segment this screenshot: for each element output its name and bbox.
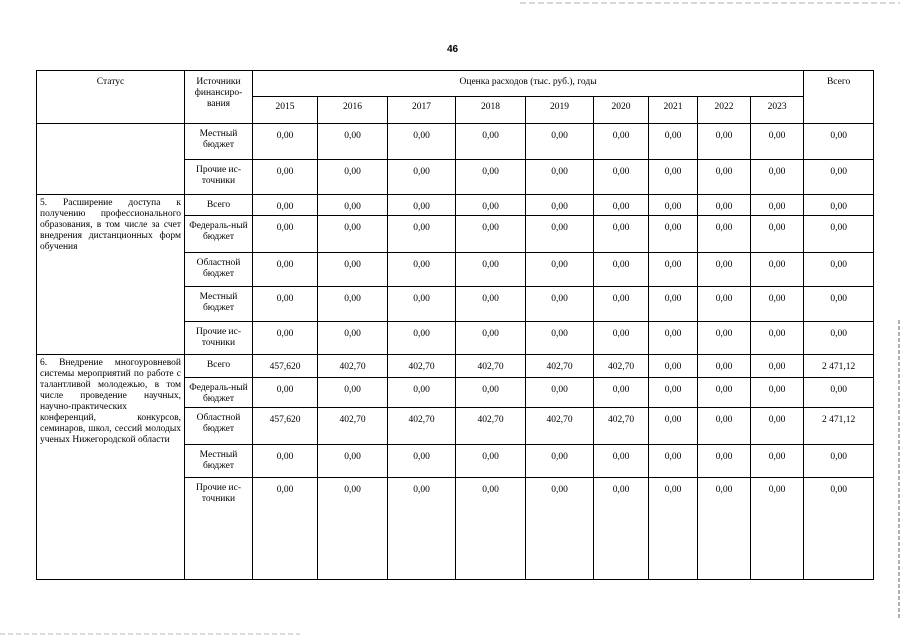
value-cell: 402,70	[456, 408, 526, 445]
value-cell: 457,620	[253, 355, 318, 378]
year-header: 2022	[698, 97, 751, 124]
value-cell: 0,00	[253, 287, 318, 322]
total-cell: 0,00	[804, 195, 874, 216]
value-cell: 0,00	[751, 124, 804, 160]
value-cell: 0,00	[526, 195, 594, 216]
value-cell: 0,00	[751, 287, 804, 322]
value-cell: 0,00	[526, 253, 594, 287]
status-cell	[37, 124, 185, 195]
value-cell: 0,00	[594, 216, 649, 253]
page-number: 46	[446, 44, 459, 55]
value-cell: 0,00	[318, 445, 388, 478]
year-header: 2018	[456, 97, 526, 124]
source-cell: Федераль-ный бюджет	[185, 216, 253, 253]
value-cell: 0,00	[388, 124, 456, 160]
value-cell: 0,00	[318, 195, 388, 216]
value-cell: 0,00	[388, 216, 456, 253]
value-cell: 0,00	[649, 160, 698, 195]
value-cell: 0,00	[698, 378, 751, 408]
value-cell: 0,00	[526, 160, 594, 195]
header-sources: Источники финансиро-вания	[185, 71, 253, 124]
value-cell: 0,00	[253, 378, 318, 408]
value-cell: 0,00	[456, 124, 526, 160]
source-cell: Областной бюджет	[185, 408, 253, 445]
value-cell: 0,00	[594, 322, 649, 355]
value-cell: 0,00	[388, 478, 456, 580]
total-cell: 0,00	[804, 124, 874, 160]
total-cell: 0,00	[804, 160, 874, 195]
value-cell: 0,00	[698, 216, 751, 253]
year-header: 2019	[526, 97, 594, 124]
value-cell: 0,00	[253, 216, 318, 253]
value-cell: 0,00	[751, 478, 804, 580]
value-cell: 0,00	[698, 287, 751, 322]
source-cell: Областной бюджет	[185, 253, 253, 287]
total-cell: 2 471,12	[804, 355, 874, 378]
value-cell: 457,620	[253, 408, 318, 445]
value-cell: 0,00	[649, 478, 698, 580]
value-cell: 402,70	[594, 355, 649, 378]
value-cell: 0,00	[253, 478, 318, 580]
value-cell: 402,70	[456, 355, 526, 378]
value-cell: 0,00	[388, 253, 456, 287]
value-cell: 0,00	[594, 253, 649, 287]
value-cell: 0,00	[751, 408, 804, 445]
value-cell: 0,00	[253, 160, 318, 195]
value-cell: 0,00	[698, 355, 751, 378]
value-cell: 0,00	[526, 445, 594, 478]
table-row	[37, 355, 874, 378]
value-cell: 0,00	[253, 253, 318, 287]
header-row	[37, 71, 874, 97]
source-cell: Федераль-ный бюджет	[185, 378, 253, 408]
value-cell: 0,00	[751, 378, 804, 408]
status-cell: 5. Расширение доступа к получению профессионального образования, в том числе за счет внедрения дистанционных форм обучения	[37, 195, 185, 355]
value-cell: 0,00	[649, 445, 698, 478]
source-cell: Прочие ис-точники	[185, 160, 253, 195]
value-cell: 0,00	[388, 378, 456, 408]
value-cell: 0,00	[594, 287, 649, 322]
value-cell: 0,00	[456, 216, 526, 253]
value-cell: 0,00	[456, 378, 526, 408]
value-cell: 0,00	[456, 195, 526, 216]
value-cell: 0,00	[594, 445, 649, 478]
value-cell: 0,00	[526, 322, 594, 355]
value-cell: 0,00	[253, 445, 318, 478]
value-cell: 0,00	[388, 287, 456, 322]
value-cell: 402,70	[388, 408, 456, 445]
value-cell: 0,00	[318, 478, 388, 580]
value-cell: 0,00	[649, 378, 698, 408]
scan-artifact-bottom	[0, 633, 300, 635]
value-cell: 0,00	[698, 195, 751, 216]
value-cell: 0,00	[698, 322, 751, 355]
source-cell: Всего	[185, 355, 253, 378]
year-header: 2015	[253, 97, 318, 124]
year-header: 2017	[388, 97, 456, 124]
year-header: 2023	[751, 97, 804, 124]
value-cell: 0,00	[751, 322, 804, 355]
value-cell: 0,00	[649, 287, 698, 322]
year-header: 2020	[594, 97, 649, 124]
value-cell: 0,00	[318, 322, 388, 355]
value-cell: 402,70	[318, 408, 388, 445]
value-cell: 0,00	[388, 160, 456, 195]
value-cell: 0,00	[526, 478, 594, 580]
value-cell: 0,00	[698, 253, 751, 287]
value-cell: 0,00	[649, 195, 698, 216]
header-estimate: Оценка расходов (тыс. руб.), годы	[253, 71, 804, 97]
value-cell: 0,00	[526, 378, 594, 408]
value-cell: 0,00	[456, 253, 526, 287]
value-cell: 0,00	[456, 160, 526, 195]
total-cell: 0,00	[804, 216, 874, 253]
total-cell: 0,00	[804, 287, 874, 322]
value-cell: 0,00	[751, 445, 804, 478]
value-cell: 0,00	[649, 216, 698, 253]
total-cell: 0,00	[804, 445, 874, 478]
value-cell: 0,00	[456, 322, 526, 355]
value-cell: 0,00	[456, 287, 526, 322]
value-cell: 402,70	[594, 408, 649, 445]
value-cell: 0,00	[698, 124, 751, 160]
value-cell: 0,00	[649, 322, 698, 355]
year-header: 2016	[318, 97, 388, 124]
value-cell: 0,00	[456, 445, 526, 478]
value-cell: 0,00	[698, 408, 751, 445]
value-cell: 0,00	[594, 124, 649, 160]
value-cell: 0,00	[698, 160, 751, 195]
value-cell: 0,00	[751, 355, 804, 378]
value-cell: 0,00	[318, 287, 388, 322]
value-cell: 0,00	[253, 195, 318, 216]
value-cell: 0,00	[751, 216, 804, 253]
value-cell: 0,00	[649, 124, 698, 160]
value-cell: 0,00	[318, 160, 388, 195]
total-cell: 0,00	[804, 253, 874, 287]
total-cell: 0,00	[804, 478, 874, 580]
value-cell: 402,70	[526, 408, 594, 445]
value-cell: 0,00	[594, 378, 649, 408]
value-cell: 0,00	[318, 253, 388, 287]
value-cell: 0,00	[594, 195, 649, 216]
value-cell: 402,70	[388, 355, 456, 378]
value-cell: 0,00	[698, 478, 751, 580]
header-status: Статус	[37, 71, 185, 124]
value-cell: 0,00	[318, 216, 388, 253]
scan-artifact-top	[520, 2, 900, 4]
total-cell: 2 471,12	[804, 408, 874, 445]
value-cell: 0,00	[594, 478, 649, 580]
header-total: Всего	[804, 71, 874, 124]
status-cell: 6. Внедрение многоуровневой системы мероприятий по работе с талантливой молодежью, в том числе проведение научных, научно-практических конференций, конкурсов, семинаров, школ, сессий молодых ученых Нижегородской области	[37, 355, 185, 580]
value-cell: 0,00	[649, 355, 698, 378]
value-cell: 0,00	[318, 378, 388, 408]
table-row	[37, 124, 874, 160]
table-row	[37, 195, 874, 216]
year-header: 2021	[649, 97, 698, 124]
scan-artifact-right	[898, 320, 900, 620]
source-cell: Местный бюджет	[185, 124, 253, 160]
value-cell: 0,00	[649, 253, 698, 287]
value-cell: 0,00	[526, 287, 594, 322]
value-cell: 0,00	[594, 160, 649, 195]
total-cell: 0,00	[804, 378, 874, 408]
value-cell: 0,00	[526, 124, 594, 160]
value-cell: 402,70	[318, 355, 388, 378]
value-cell: 0,00	[526, 216, 594, 253]
value-cell: 0,00	[253, 124, 318, 160]
source-cell: Местный бюджет	[185, 287, 253, 322]
value-cell: 0,00	[649, 408, 698, 445]
value-cell: 0,00	[751, 195, 804, 216]
total-cell: 0,00	[804, 322, 874, 355]
value-cell: 0,00	[698, 445, 751, 478]
value-cell: 0,00	[388, 322, 456, 355]
source-cell: Прочие ис-точники	[185, 478, 253, 580]
value-cell: 402,70	[526, 355, 594, 378]
value-cell: 0,00	[388, 445, 456, 478]
budget-table	[36, 70, 874, 580]
value-cell: 0,00	[456, 478, 526, 580]
value-cell: 0,00	[253, 322, 318, 355]
source-cell: Местный бюджет	[185, 445, 253, 478]
source-cell: Прочие ис-точники	[185, 322, 253, 355]
value-cell: 0,00	[751, 160, 804, 195]
value-cell: 0,00	[388, 195, 456, 216]
source-cell: Всего	[185, 195, 253, 216]
value-cell: 0,00	[751, 253, 804, 287]
value-cell: 0,00	[318, 124, 388, 160]
